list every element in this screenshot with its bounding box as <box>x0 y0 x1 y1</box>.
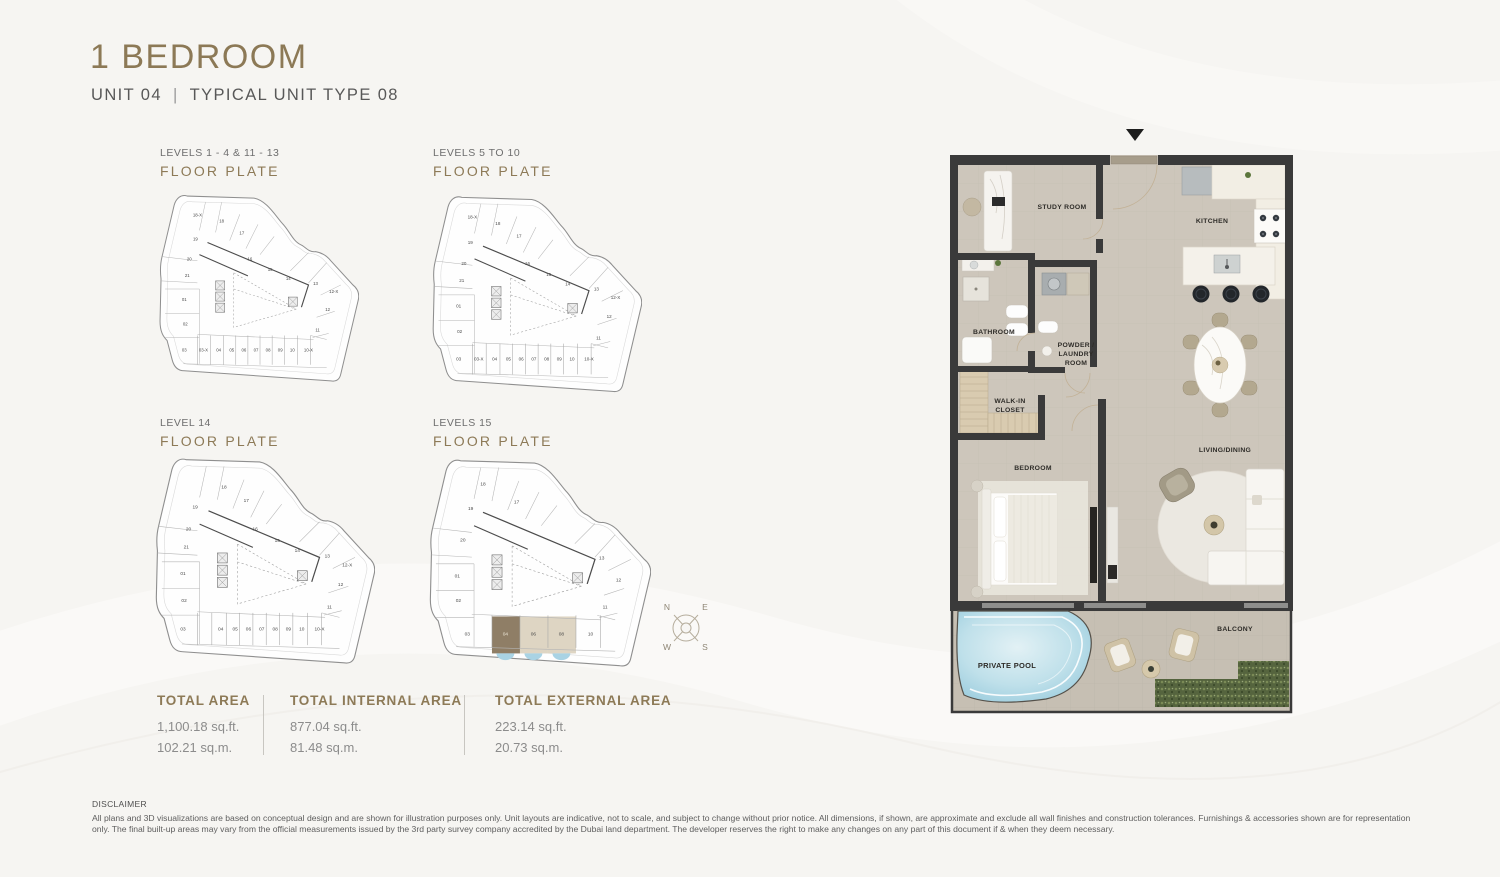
plate-unit-number: 10-X <box>314 627 325 633</box>
plate-unit-number: 07 <box>253 347 259 353</box>
plate-unit-number: 18 <box>480 482 486 488</box>
nightstand <box>971 586 983 598</box>
plate-3-header <box>160 417 280 449</box>
plate-unit-number: 19 <box>468 507 474 513</box>
plate-unit-number: 02 <box>182 321 188 327</box>
kitchen-counter-top <box>1212 165 1285 199</box>
plate-unit-number: 05 <box>505 356 511 362</box>
plate-unit-number: 15 <box>267 266 273 272</box>
plate-unit-number: 15 <box>274 538 280 544</box>
plate-unit-number: 10 <box>289 347 295 353</box>
label-study: STUDY ROOM <box>1037 204 1087 211</box>
plate-unit-number: 14 <box>285 275 291 281</box>
plate-unit-number: 07 <box>531 356 537 362</box>
plate-1-header <box>160 147 280 179</box>
total-area-label: TOTAL AREA <box>157 693 251 708</box>
plate-unit-number: 17 <box>239 230 245 236</box>
plate-unit-number: 17 <box>513 500 520 506</box>
plate-unit-number: 12 <box>337 583 344 589</box>
plate-unit-number: 10-X <box>303 347 314 353</box>
plate-outline <box>156 459 374 663</box>
plate-unit-number: 17 <box>243 498 249 504</box>
floor-plate-drawing-2 <box>430 193 642 400</box>
plate-unit-number: 11 <box>596 335 601 341</box>
plate-unit-number: 11 <box>327 605 332 611</box>
plate-1-level: LEVELS 1 - 4 & 11 - 13 <box>160 147 280 159</box>
plate-unit-number: 08 <box>558 632 565 638</box>
plate-unit-number: 20 <box>461 261 467 267</box>
study-chair <box>963 198 981 216</box>
dining-chair <box>1212 403 1228 417</box>
plate-unit-number: 02 <box>455 598 462 604</box>
stove <box>1254 209 1286 243</box>
dining-chair <box>1183 381 1199 395</box>
plate-unit-number: 03-X <box>198 347 209 353</box>
plate-unit-number: 20 <box>185 527 192 533</box>
plate-unit-number: 10 <box>587 632 594 638</box>
plate-unit-number: 08 <box>272 627 278 633</box>
plate-unit-number: 07 <box>259 627 265 633</box>
floor-plate-drawing-3 <box>153 455 375 672</box>
plate-unit-number: 12 <box>325 307 331 313</box>
compass-east: E <box>702 602 708 612</box>
counter-plant <box>1245 172 1251 178</box>
plate-unit-number: 06 <box>241 347 247 353</box>
plate-4-title: FLOOR PLATE <box>433 433 553 449</box>
plate-unit-number: 21 <box>459 278 465 284</box>
plate-unit-number: 04 <box>492 356 498 362</box>
sofa-pillow <box>1252 495 1262 505</box>
disclaimer-body: All plans and 3D visualizations are based on conceptual design and are shown for illustration purposes only. Unit layouts are indicative, not to scale, and subject to change without prior notice. All dimensions, if shown, are approximate and exclude all wall finishes and construction tolerances. Furnishings & accessories shown are for representation only. The final built-up areas may vary from the official measurements issued by the 3rd party survey company accredited by the Dubai land department. The developer reserves the right to make any changes on any part of this document if & when they deem necessary. <box>92 813 1411 835</box>
total-external-label: TOTAL EXTERNAL AREA <box>495 693 672 708</box>
plate-unit-number: 03 <box>456 356 462 362</box>
plate-4-header <box>433 417 553 449</box>
dining-chair <box>1183 335 1199 349</box>
plate-unit-number: 12 <box>615 578 622 584</box>
plate-unit-number: 08 <box>265 347 271 353</box>
plate-unit-number: 01 <box>180 572 186 578</box>
plate-unit-number: 20 <box>186 256 192 262</box>
bar-stools <box>1193 286 1270 303</box>
dining-chair <box>1241 381 1257 395</box>
plate-unit-number: 11 <box>602 605 608 611</box>
label-closet-2: CLOSET <box>995 407 1025 414</box>
total-area-block <box>157 693 250 755</box>
plate-unit-number: 12-X <box>342 563 353 569</box>
dryer <box>1067 273 1089 295</box>
plate-2-title: FLOOR PLATE <box>433 163 553 179</box>
study-desk <box>984 171 1012 251</box>
label-private-pool: PRIVATE POOL <box>977 661 1037 670</box>
plate-unit-number: 20 <box>460 538 466 544</box>
bed <box>982 489 1057 589</box>
plate-unit-number: 09 <box>285 627 292 633</box>
plate-unit-number: 18-X <box>192 212 202 218</box>
entrance-arrow-icon <box>1126 129 1144 141</box>
compass-icon <box>653 592 719 658</box>
plate-unit-number: 02 <box>181 598 187 604</box>
kitchen-island <box>1183 247 1275 285</box>
plate-unit-number: 10 <box>299 627 305 633</box>
table-centerpiece <box>1212 357 1228 373</box>
plate-unit-number: 10 <box>569 356 575 362</box>
total-internal-label: TOTAL INTERNAL AREA <box>290 693 462 708</box>
plate-unit-number: 01 <box>456 303 462 309</box>
bathtub <box>962 337 992 363</box>
total-internal-block <box>290 693 462 755</box>
total-internal-sqm: 81.48 sq.m. <box>290 740 358 755</box>
label-powder-2: LAUNDRY <box>1058 351 1094 358</box>
label-powder-1: POWDER / <box>1057 342 1095 349</box>
plate-unit-number: 17 <box>516 233 522 239</box>
plate-unit-number: 03-X <box>473 356 484 362</box>
plate-unit-number: 09 <box>556 356 562 362</box>
plate-unit-number: 01 <box>181 297 187 303</box>
plate-unit-number: 13 <box>313 280 318 286</box>
plate-2-level: LEVELS 5 TO 10 <box>433 147 521 159</box>
label-living: LIVING/DINING <box>1198 447 1252 454</box>
floor-plate-drawing-4 <box>427 456 651 675</box>
pillow <box>994 541 1006 581</box>
toilet <box>1006 305 1028 318</box>
total-internal-sqft: 877.04 sq.ft. <box>290 719 362 734</box>
unit-type: TYPICAL UNIT TYPE 08 <box>189 86 399 104</box>
pillow <box>994 497 1006 537</box>
fridge <box>1182 167 1214 195</box>
compass-west: W <box>662 642 672 652</box>
page-subtitle <box>91 86 399 105</box>
entry-door <box>1111 156 1157 164</box>
plate-3-title: FLOOR PLATE <box>160 433 280 449</box>
plate-unit-number: 15 <box>546 271 552 277</box>
powder-toilet <box>1038 321 1058 333</box>
plate-unit-number: 18 <box>495 220 501 226</box>
laptop <box>992 197 1005 206</box>
plate-unit-number: 13 <box>324 554 330 560</box>
compass-north: N <box>663 602 671 612</box>
total-external-block <box>495 693 671 755</box>
plate-unit-number: 19 <box>192 505 198 511</box>
plate-3-level: LEVEL 14 <box>160 417 211 429</box>
plate-unit-number: 19 <box>467 240 473 246</box>
plate-unit-number: 03 <box>180 627 186 633</box>
plate-unit-number: 06 <box>518 356 524 362</box>
totals-divider <box>464 695 465 755</box>
total-area-sqft: 1,100.18 sq.ft. <box>157 719 240 734</box>
floor-plate-drawing-1 <box>157 192 359 389</box>
label-powder-3: ROOM <box>1064 360 1088 367</box>
total-external-sqft: 223.14 sq.ft. <box>495 719 567 734</box>
powder-basin <box>1042 346 1052 356</box>
total-external-sqm: 20.73 sq.m. <box>495 740 563 755</box>
total-area-sqm: 102.21 sq.m. <box>157 740 233 755</box>
page-title: 1 BEDROOM <box>90 38 308 76</box>
plate-unit-number: 03 <box>181 347 187 353</box>
plate-unit-number: 18 <box>221 485 227 491</box>
plate-unit-number: 21 <box>184 272 190 278</box>
subtitle-separator: | <box>172 86 179 104</box>
plate-unit-number: 12-X <box>329 289 339 295</box>
plate-unit-number: 04 <box>502 632 509 638</box>
plate-unit-number: 06 <box>530 632 537 638</box>
plate-4-level: LEVELS 15 <box>433 417 492 429</box>
plate-unit-number: 13 <box>593 286 599 292</box>
compass-south: S <box>702 642 708 652</box>
label-closet-1: WALK-IN <box>994 398 1026 405</box>
plate-unit-number: 08 <box>544 356 550 362</box>
plate-unit-number: 16 <box>524 261 531 267</box>
tv-panel <box>1090 507 1097 583</box>
dining-chair <box>1241 335 1257 349</box>
nightstand <box>971 480 983 492</box>
plate-unit-number: 02 <box>457 329 463 335</box>
plate-unit-number: 14 <box>565 281 571 287</box>
unit-number: UNIT 04 <box>91 86 162 104</box>
plate-unit-number: 01 <box>454 574 460 580</box>
plate-1-title: FLOOR PLATE <box>160 163 280 179</box>
plate-unit-number: 06 <box>245 627 252 633</box>
plate-unit-number: 21 <box>183 545 189 551</box>
plate-unit-number: 10-X <box>584 356 594 362</box>
plate-unit-number: 18-X <box>467 214 478 220</box>
plate-unit-number: 04 <box>216 347 222 353</box>
dining-chair <box>1212 313 1228 327</box>
plate-unit-number: 11 <box>315 327 320 333</box>
label-bathroom: BATHROOM <box>973 329 1015 336</box>
disclaimer-title: DISCLAIMER <box>92 799 147 809</box>
label-bedroom: BEDROOM <box>1014 465 1052 472</box>
plate-2-header <box>433 147 553 179</box>
plate-unit-number: 18 <box>219 218 225 224</box>
plate-unit-number: 05 <box>229 347 235 353</box>
plate-unit-number: 19 <box>192 236 198 242</box>
plate-unit-number: 16 <box>252 527 258 533</box>
plate-unit-number: 03 <box>464 632 470 638</box>
plate-unit-number: 05 <box>232 627 238 633</box>
unit-pool-marker <box>496 653 514 660</box>
label-balcony: BALCONY <box>1217 626 1253 633</box>
plate-unit-number: 14 <box>294 548 300 554</box>
unit-plan-drawing <box>950 155 1293 715</box>
plate-unit-number: 04 <box>218 627 224 633</box>
totals-divider <box>263 695 264 755</box>
plate-unit-number: 12 <box>606 314 612 320</box>
bathroom-plant <box>995 260 1001 266</box>
plate-unit-number: 09 <box>277 347 283 353</box>
label-kitchen: KITCHEN <box>1195 218 1229 225</box>
plate-unit-number: 13 <box>599 556 605 562</box>
plate-unit-number: 16 <box>247 256 253 262</box>
plate-unit-number: 12-X <box>610 295 621 301</box>
